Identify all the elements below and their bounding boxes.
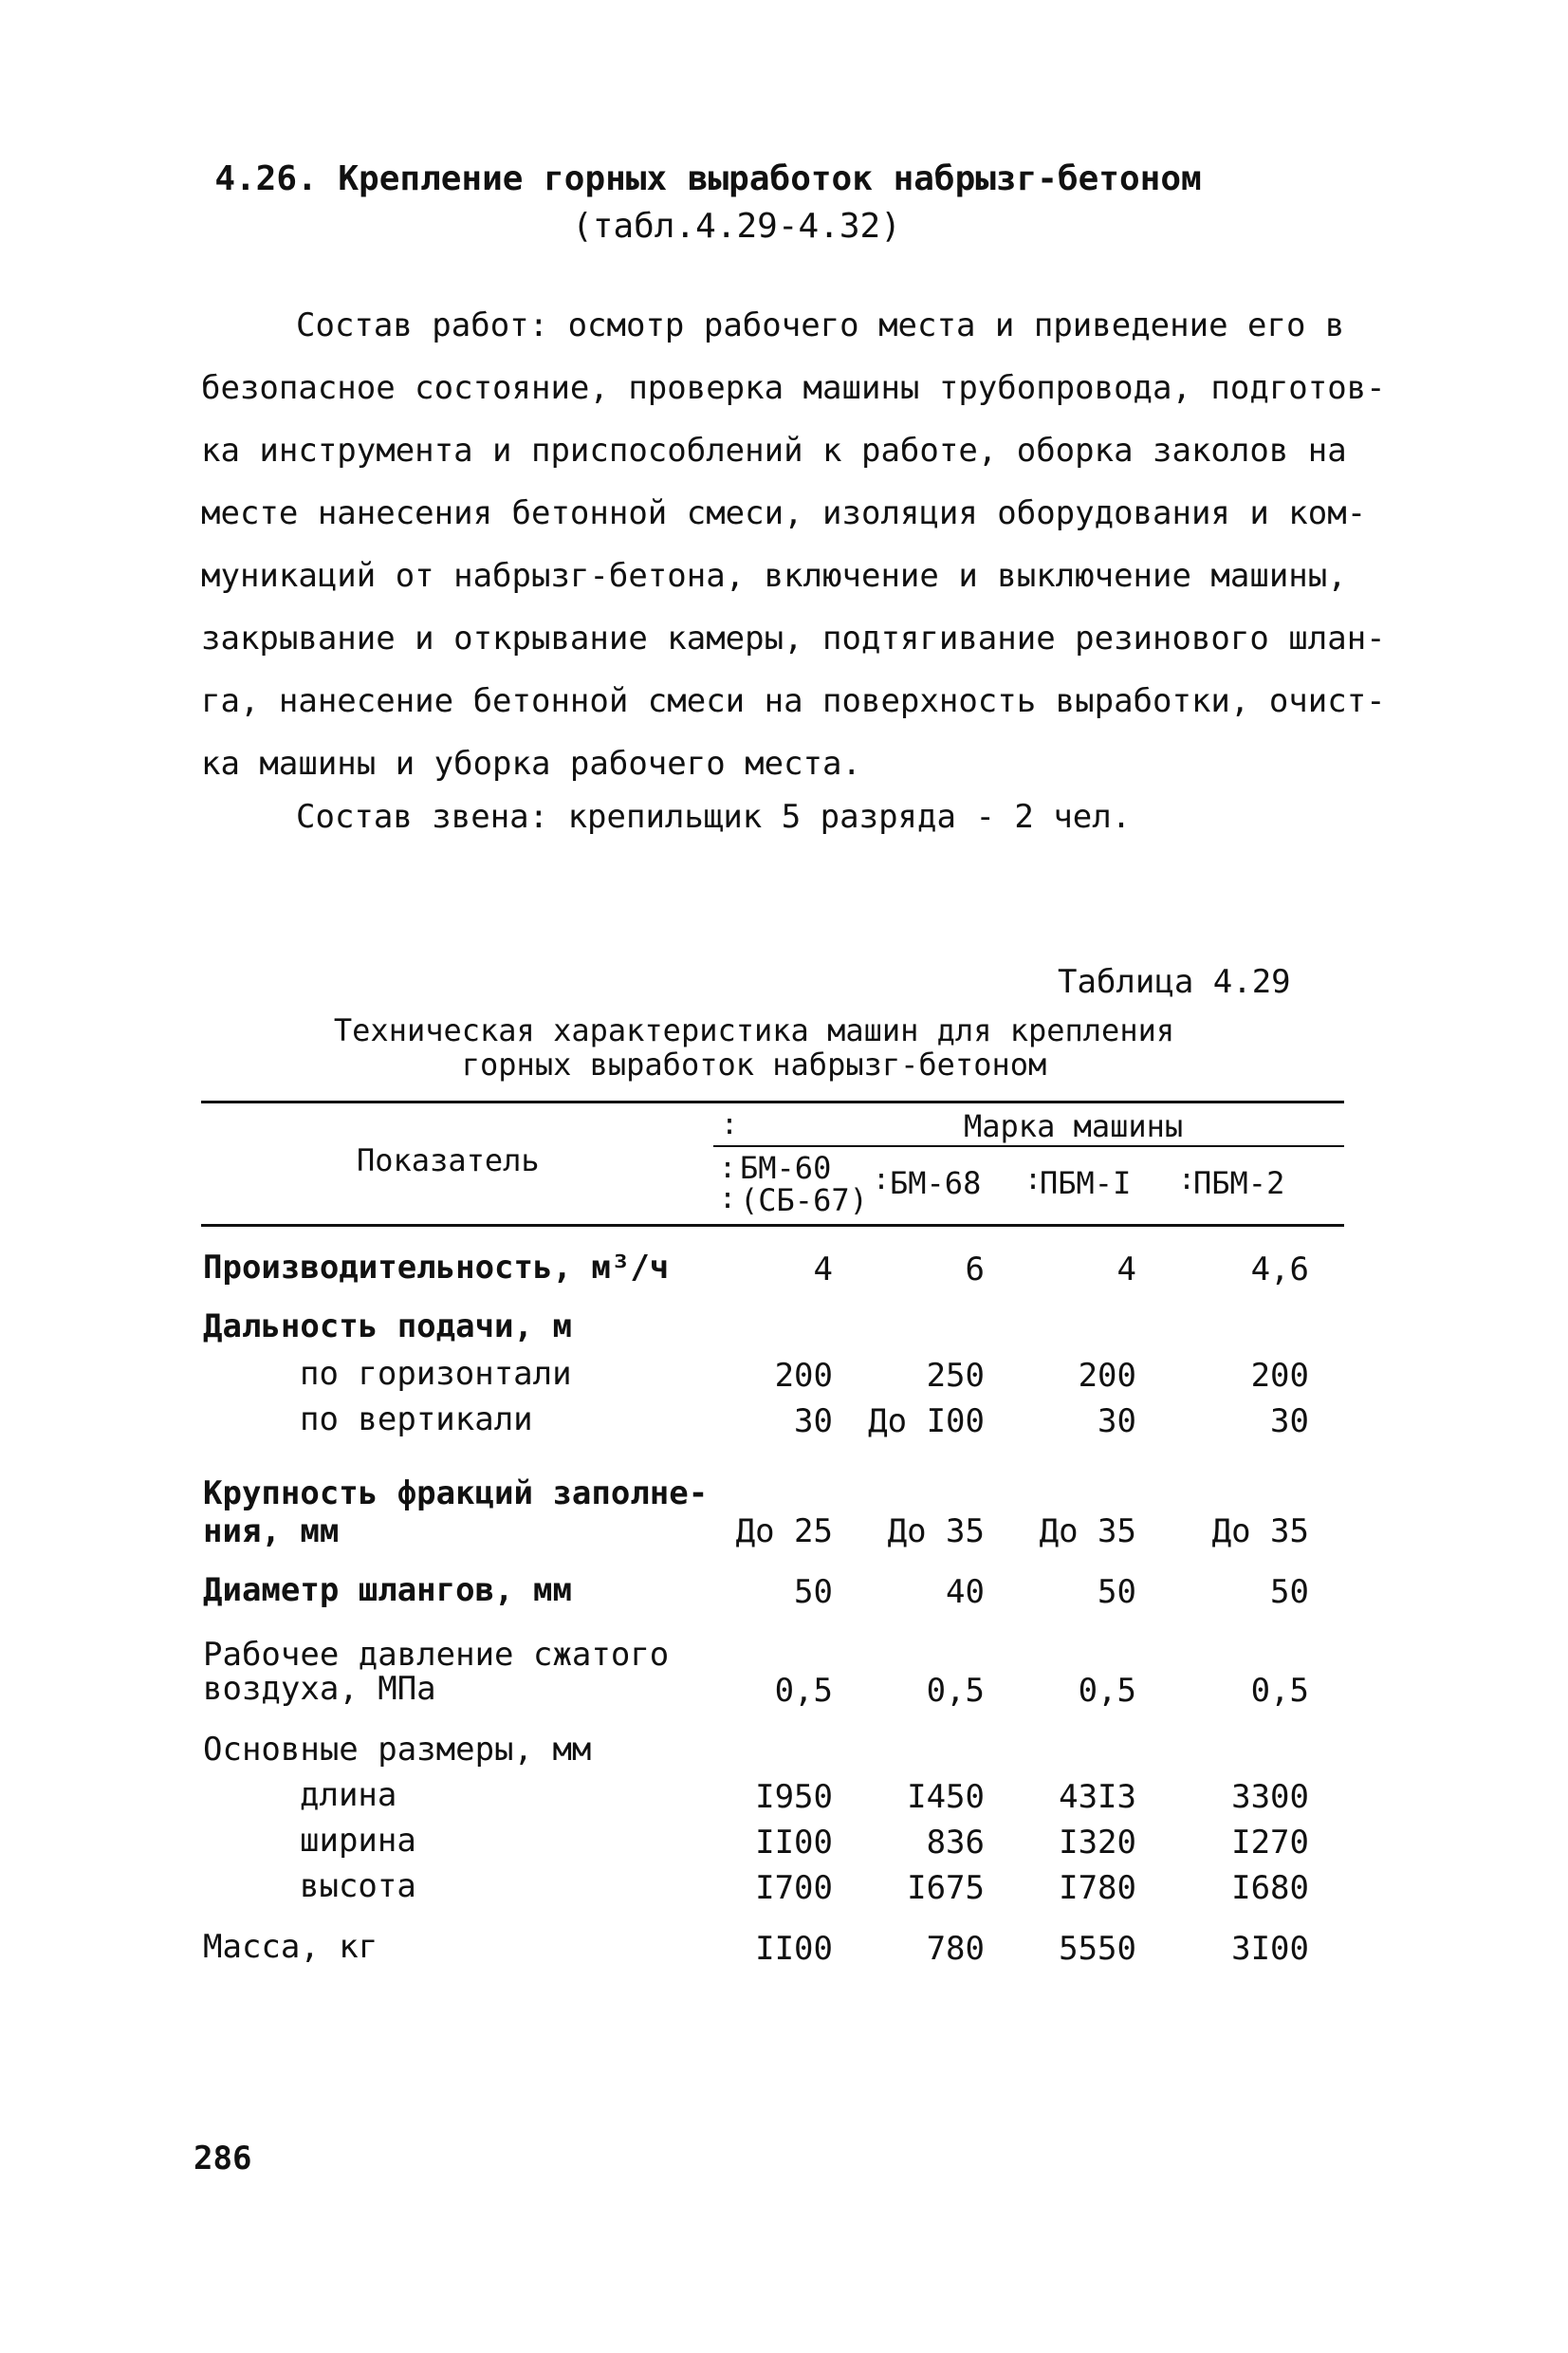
row-label-length: длина xyxy=(300,1776,397,1814)
cell: 30 xyxy=(1270,1402,1309,1440)
row-label-main-dimensions: Основные размеры, мм xyxy=(203,1731,592,1769)
cell: 50 xyxy=(794,1573,833,1611)
model-header-pbm2: ПБМ-2 xyxy=(1193,1165,1285,1201)
model-header-sb67: (СБ-67) xyxy=(740,1182,868,1218)
cell: II00 xyxy=(755,1930,833,1968)
paragraph-line: муникаций от набрызг-бетона, включение и выключение машины, xyxy=(201,557,1347,595)
column-separator: : xyxy=(719,1152,737,1185)
table-title xyxy=(304,1013,1205,1082)
cell: I950 xyxy=(755,1778,833,1816)
cell: 3300 xyxy=(1231,1778,1309,1816)
row-label-hose-diameter: Диаметр шлангов, мм xyxy=(203,1571,572,1609)
cell: 0,5 xyxy=(926,1672,985,1710)
paragraph-line: Состав работ: осмотр рабочего места и приведение его в xyxy=(296,306,1345,344)
row-label-feed-distance: Дальность подачи, м xyxy=(203,1307,572,1345)
row-label-vertical: по вертикали xyxy=(300,1400,533,1438)
paragraph-line: ка машины и уборка рабочего места. xyxy=(201,745,861,783)
header-group-rule xyxy=(713,1145,1344,1147)
cell: I675 xyxy=(907,1869,985,1907)
cell: 4 xyxy=(813,1251,833,1288)
table-title-line: Техническая характеристика машин для крепления xyxy=(333,1012,1175,1048)
cell: 50 xyxy=(1270,1573,1309,1611)
indicator-header: Показатель xyxy=(357,1142,540,1178)
cell: 0,5 xyxy=(1250,1672,1309,1710)
machine-brand-header: Марка машины xyxy=(964,1108,1184,1144)
cell: 30 xyxy=(794,1402,833,1440)
cell: I270 xyxy=(1231,1824,1309,1862)
row-label-horizontal: по горизонтали xyxy=(300,1355,572,1393)
cell: До 25 xyxy=(735,1512,833,1550)
cell: 780 xyxy=(926,1930,985,1968)
row-label-fraction-size: Крупность фракций заполне- xyxy=(203,1474,709,1512)
row-label-fraction-size-cont: ния, мм xyxy=(203,1512,340,1550)
cell: 200 xyxy=(1078,1357,1136,1395)
row-label-height: высота xyxy=(300,1867,416,1905)
row-label-mass: Масса, кг xyxy=(203,1928,378,1966)
cell: I780 xyxy=(1059,1869,1136,1907)
cell: 6 xyxy=(965,1251,985,1288)
row-label-width: ширина xyxy=(300,1822,416,1860)
cell: До 35 xyxy=(1211,1512,1309,1550)
row-label-pressure: Рабочее давление сжатого xyxy=(203,1636,670,1674)
cell: 0,5 xyxy=(1078,1672,1136,1710)
row-label-pressure-cont: воздуха, МПа xyxy=(203,1670,436,1708)
page-number: 286 xyxy=(194,2140,252,2177)
column-separator: : xyxy=(1024,1163,1042,1196)
cell: До 35 xyxy=(1039,1512,1136,1550)
cell: 836 xyxy=(926,1824,985,1862)
model-header-pbm1: ПБМ-I xyxy=(1040,1165,1132,1201)
cell: I320 xyxy=(1059,1824,1136,1862)
paragraph-line: месте нанесения бетонной смеси, изоляция оборудования и ком- xyxy=(201,494,1367,532)
cell: I450 xyxy=(907,1778,985,1816)
section-subtitle: (табл.4.29-4.32) xyxy=(572,207,901,246)
work-composition-paragraph xyxy=(201,294,1386,795)
header-bottom-rule xyxy=(201,1224,1344,1227)
cell: 3I00 xyxy=(1231,1930,1309,1968)
table-top-rule xyxy=(201,1101,1344,1103)
cell: 43I3 xyxy=(1059,1778,1136,1816)
cell: I680 xyxy=(1231,1869,1309,1907)
cell: 30 xyxy=(1098,1402,1136,1440)
paragraph-line: га, нанесение бетонной смеси на поверхность выработки, очист- xyxy=(201,682,1386,720)
paragraph-line: безопасное состояние, проверка машины трубопровода, подготов- xyxy=(201,369,1386,407)
cell: 4,6 xyxy=(1250,1251,1309,1288)
row-label-productivity: Производительность, м³/ч xyxy=(203,1249,670,1287)
column-separator: : xyxy=(873,1163,891,1196)
cell: 0,5 xyxy=(774,1672,833,1710)
paragraph-line: ка инструмента и приспособлений к работе, оборка заколов на xyxy=(201,432,1347,470)
table-number: Таблица 4.29 xyxy=(1058,963,1291,1001)
cell: 200 xyxy=(774,1357,833,1395)
model-header-bm60: БМ-60 xyxy=(740,1150,832,1186)
cell: 40 xyxy=(946,1573,985,1611)
cell: 4 xyxy=(1116,1251,1136,1288)
cell: 5550 xyxy=(1059,1930,1136,1968)
cell: II00 xyxy=(755,1824,833,1862)
cell: 250 xyxy=(926,1357,985,1395)
column-separator: : xyxy=(719,1182,737,1215)
cell: До I00 xyxy=(868,1402,985,1440)
section-title: 4.26. Крепление горных выработок набрызг-бетоном xyxy=(214,159,1202,198)
cell: I700 xyxy=(755,1869,833,1907)
table-title-line: горных выработок набрызг-бетоном xyxy=(461,1047,1047,1083)
cell: До 35 xyxy=(887,1512,985,1550)
paragraph-line: закрывание и открывание камеры, подтягивание резинового шлан- xyxy=(201,620,1386,658)
column-separator: : xyxy=(721,1108,739,1141)
cell: 50 xyxy=(1098,1573,1136,1611)
cell: 200 xyxy=(1250,1357,1309,1395)
crew-composition: Состав звена: крепильщик 5 разряда - 2 чел. xyxy=(296,798,1132,836)
column-separator: : xyxy=(1178,1163,1196,1196)
model-header-bm68: БМ-68 xyxy=(890,1165,982,1201)
